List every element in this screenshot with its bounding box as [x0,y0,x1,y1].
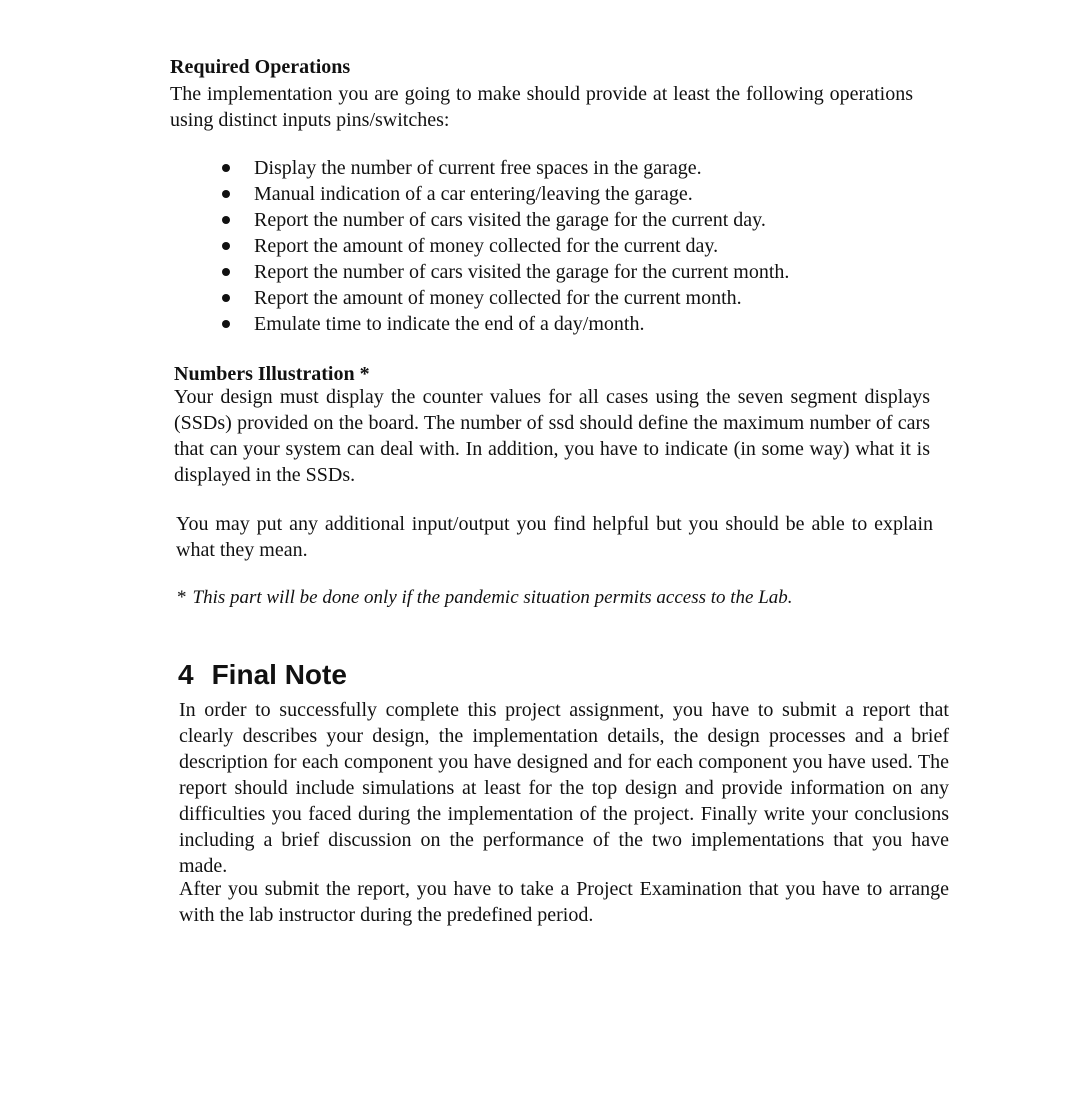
list-item: Display the number of current free spaces in the garage. [222,155,789,181]
project-examination-paragraph: After you submit the report, you have to take a Project Examination that you have to arrange with the lab instructor during the predefined period. [179,878,949,926]
bullet-icon [222,216,230,224]
list-item: Report the amount of money collected for the current day. [222,233,789,259]
list-item: Manual indication of a car entering/leaving the garage. [222,181,789,207]
bullet-icon [222,164,230,172]
footnote-text: This part will be done only if the pandemic situation permits access to the Lab. [192,587,793,608]
list-item: Report the number of cars visited the garage for the current day. [222,207,789,233]
bullet-icon [222,294,230,302]
required-operations-list [222,155,789,337]
bullet-icon [222,190,230,198]
final-note-paragraph: In order to successfully complete this project assignment, you have to submit a report that clearly describes your design, the implementation details, the design processes and a brief description for each component you have designed and for each component you have used. The report should include simulations at least for the top design and provide information on any difficulties you faced during the implementation of the project. Finally write your conclusions including a brief discussion on the performance of the two implementations that you have made. [179,699,949,877]
bullet-icon [222,268,230,276]
footnote-mark: * [177,587,187,608]
section-title [178,658,347,692]
required-operations-intro: The implementation you are going to make should provide at least the following operations using distinct inputs pins/switches: [170,83,913,131]
list-item: Report the number of cars visited the garage for the current month. [222,259,789,285]
list-item: Emulate time to indicate the end of a day/month. [222,311,789,337]
bullet-icon [222,242,230,250]
pandemic-footnote [177,586,793,610]
numbers-illustration-paragraph: Your design must display the counter values for all cases using the seven segment displays (SSDs) provided on the board. The number of ssd should define the maximum number of cars that can your system can deal with. In addition, you have to indicate (in some way) what it is displayed in the SSDs. [174,386,930,486]
section-title-text: Final Note [211,659,347,690]
additional-io-paragraph: You may put any additional input/output you find helpful but you should be able to explain what they mean. [176,513,933,561]
required-operations-heading: Required Operations [170,56,351,78]
list-item: Report the amount of money collected for the current month. [222,285,789,311]
bullet-icon [222,320,230,328]
numbers-illustration-heading: Numbers Illustration * [174,363,370,385]
section-number: 4 [178,659,194,690]
